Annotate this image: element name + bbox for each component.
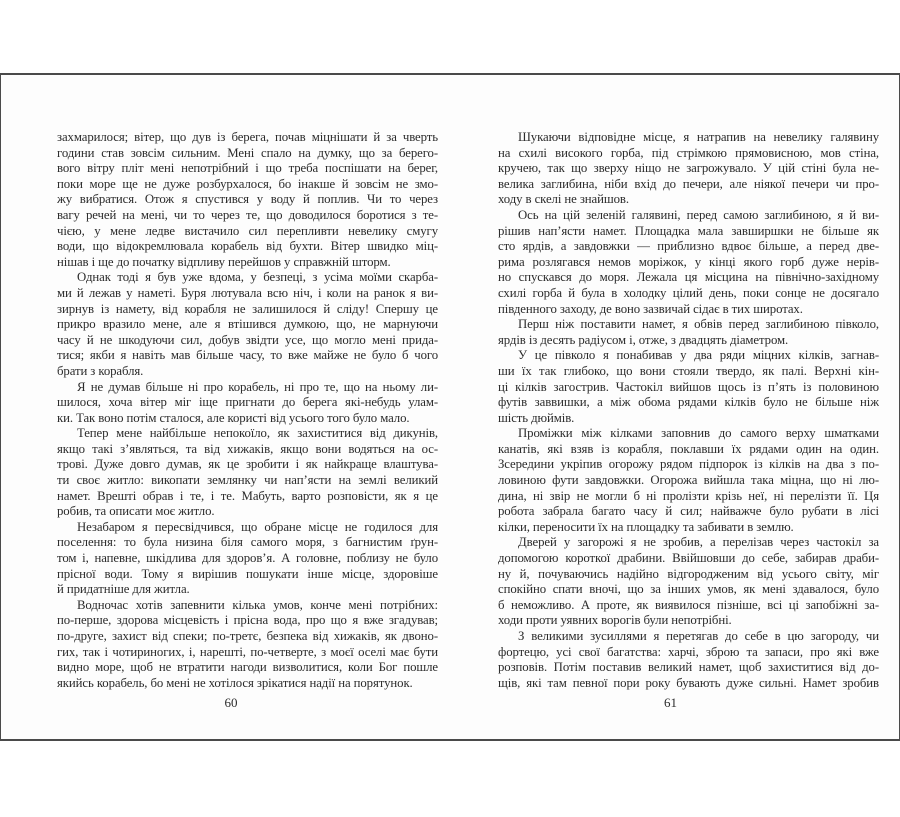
text-line: Перш ніж поставити намет, я обвів перед заглибиною півколо, bbox=[518, 317, 879, 332]
text-line: Шукаючи відповідне місце, я натрапив на невелику галявину bbox=[518, 130, 879, 144]
text-line: гих, так і чотириногих, і, нарешті, по-четверте, з моєї оселі має бути bbox=[57, 644, 438, 659]
text-line: Дверей у загорожі я не зробив, а перелізав через частокіл за bbox=[518, 535, 879, 550]
text-line: футів заввишки, а між обома рядами кілків було не більше ніж bbox=[498, 395, 879, 410]
text-line: шилося, хоча вітер міг іще пригнати до берега які-небудь улам- bbox=[57, 395, 438, 410]
text-line: видно море, щоб не втратити нагоди визволитися, коли Бог пошле bbox=[57, 660, 438, 675]
text-line: часу й не шкодуючи сил, добув звідти усе, що могло мені прида- bbox=[57, 332, 438, 347]
text-line: сто ярдів, а завдовжки — приблизно вдвоє більше, а перед две- bbox=[498, 239, 879, 254]
text-line: рима розлягався немов моріжок, у кінці якого горб дуже нерів- bbox=[498, 254, 879, 269]
text-line: кручею, так що зверху ніщо не загрожувало. У цій стіні була не- bbox=[498, 161, 879, 176]
text-line: чією, у мене ледве вистачило сил перепливти невелику смугу bbox=[57, 223, 438, 238]
text-line: по-перше, здорова місцевість і прісна вода, про що я вже згадував; bbox=[57, 613, 438, 628]
text-line: вого вітру пліт мені непотрібний і що треба поспішати на берег, bbox=[57, 161, 438, 176]
text-line: Я не думав більше ні про корабель, ні про те, що на ньому ли- bbox=[77, 379, 438, 394]
text-line: фортецю, усі свої багатства: харчі, зброю та запаси, про які вже bbox=[498, 644, 879, 659]
text-line: зирнув із намету, від корабля не залишилося й сліду! Спершу це bbox=[57, 301, 438, 316]
text-line: й придатніше для житла. bbox=[57, 582, 190, 597]
text-line: З великими зусиллями я перетягав до себе в цю загороду, чи bbox=[518, 629, 879, 643]
text-line: рішив нап’ясти намет. Площадка мала завширшки не більше як bbox=[498, 223, 879, 238]
text-line: намет. Врешті обрав і те, і те. Мабуть, варто розповісти, як я це bbox=[57, 488, 438, 503]
text-line: ми й лежав у наметі. Буря лютувала всю ніч, і коли на ранок я ви- bbox=[57, 285, 438, 300]
text-line: південного заходу, де воно зазвичай сідає в тих широтах. bbox=[498, 301, 803, 316]
page-number-right: 61 bbox=[664, 695, 677, 710]
text-line: ходи проти уявних ворогів були непотрібні. bbox=[498, 613, 732, 628]
page-right-text bbox=[498, 130, 879, 691]
text-line: Однак тоді я був уже вдома, у безпеці, з усіма моїми скарба- bbox=[77, 270, 438, 285]
text-line: Ось на цій зеленій галявині, перед самою заглибиною, я й ви- bbox=[518, 207, 879, 222]
text-line: робив, та описати моє житло. bbox=[57, 504, 215, 519]
text-line: тися; якби я навіть мав більше часу, то вже майже не було б чого bbox=[57, 348, 438, 363]
text-line: нішав і ще до початку відпливу перейшов у справжній шторм. bbox=[57, 254, 391, 269]
text-line: щів, які там певної пори року бувають дуже сильні. Намет зробив bbox=[498, 675, 879, 690]
text-line: ловиною фути завдовжки. Огорожа вийшла така міцна, що ні лю- bbox=[498, 473, 879, 488]
text-line: допомогою короткої драбини. Ввійшовши до себе, забирав драби- bbox=[498, 551, 879, 566]
text-line: кілки, переносити їх на площадку та забивати в землю. bbox=[498, 519, 794, 534]
text-line: Незабаром я пересвідчився, що обране місце не годилося для bbox=[77, 519, 438, 534]
text-line: Зсередини укріпив огорожу рядом підпорок із кілків на два з по- bbox=[498, 457, 879, 472]
text-line: ну й, почуваючись надійно відгородженим від усього світу, міг bbox=[498, 566, 879, 581]
text-line: ки. Так воно потім сталося, але користі від усього того було мало. bbox=[57, 410, 410, 425]
text-line: ходу в скелі не знайшов. bbox=[498, 192, 629, 207]
text-line: б неможливо. А проте, як виявилося пізніше, всі ці запобіжні за- bbox=[498, 597, 879, 612]
text-line: розповів. Потім поставив великий намет, щоб захиститися від до- bbox=[498, 660, 879, 675]
text-line: Тепер мене найбільше непокоїло, як захиститися від дикунів, bbox=[77, 426, 438, 441]
text-line: ти своє житло: викопати землянку чи нап’ясти на землі великий bbox=[57, 473, 438, 488]
text-line: робота забрала багато часу й сил; найважче було рубати в лісі bbox=[498, 504, 879, 519]
page-number-left: 60 bbox=[224, 695, 238, 710]
text-line: води, що відокремлювала корабель від бухти. Вітер швидко міц- bbox=[57, 239, 438, 254]
text-line: ярдів із десять радіусом і, отже, з двадцять діаметром. bbox=[498, 332, 789, 347]
text-line: шість дюймів. bbox=[498, 410, 575, 425]
text-line: ці кілків загострив. Частокіл вийшов щось із п’ять із половиною bbox=[498, 379, 879, 394]
text-line: канатів, які взяв із корабля, поклавши їх рядами один на один. bbox=[498, 441, 879, 456]
text-line: дина, ні звір не могли б ні пролізти крізь неї, ні перелізти її. Ця bbox=[498, 488, 879, 503]
text-line: спокійно спати вночі, що за інших умов, як мені здавалося, було bbox=[498, 582, 879, 597]
text-line: на схилі високого горба, під стрімкою прямовисною, мов стіна, bbox=[498, 145, 879, 160]
text-line: схилі горба й була в холодку цілий день, поки сонце не досягало bbox=[498, 285, 879, 300]
text-line: Проміжки між кілками заповнив до самого верху шматками bbox=[518, 426, 879, 441]
text-line: том і, напевне, шкідлива для здоров’я. А головне, поблизу не було bbox=[57, 551, 438, 566]
text-line: якщо такі з’являться, та від хижаків, якщо вони водяться на ос- bbox=[57, 441, 438, 456]
text-line: жу вибратися. Отож я спустився у воду й поплив. Чи то через bbox=[57, 192, 438, 207]
text-line: брати з корабля. bbox=[57, 363, 144, 378]
text-line: У це півколо я понабивав у два ряди міцних кілків, загнав- bbox=[518, 348, 879, 363]
text-line: поселення: то була низина біля самого моря, з багнистим ґрун- bbox=[57, 535, 438, 550]
text-line: Водночас хотів запевнити кілька умов, конче мені потрібних: bbox=[77, 597, 438, 612]
text-line: ши їх так глибоко, що вони стояли твердо, як палі. Верхні кін- bbox=[498, 363, 879, 378]
text-line: прикро вразило мене, але я втішився думкою, що, не марнуючи bbox=[57, 317, 438, 332]
text-line: прісної води. Тому я вирішив пошукати інше місце, здоровіше bbox=[57, 566, 438, 581]
page-left-text bbox=[57, 130, 438, 691]
text-line: вагу речей на мені, чи то через те, що доводилося боротися з те- bbox=[57, 207, 438, 222]
text-line: захмарилося; вітер, що дув із берега, почав міцнішати й за чверть bbox=[57, 130, 438, 144]
text-line: но спускався до моря. Лежала ця місцина на північно-західному bbox=[498, 270, 879, 285]
text-line: якийсь корабель, бо мені не хотілося зрікатися надії на порятунок. bbox=[57, 675, 413, 690]
text-line: по-друге, захист від спеки; по-третє, безпека від хижаків, як двоно- bbox=[57, 629, 438, 643]
text-line: поки море ще не дуже розбурхалося, бо інакше й зовсім не змо- bbox=[57, 176, 438, 191]
text-line: години став зовсім сильним. Мені спало на думку, що за берего- bbox=[57, 145, 438, 160]
text-line: велика заглибина, ніби вхід до печери, але ніякої печери чи про- bbox=[498, 176, 879, 191]
text-line: трові. Дуже довго думав, як це зробити і як найкраще влаштува- bbox=[57, 457, 438, 472]
